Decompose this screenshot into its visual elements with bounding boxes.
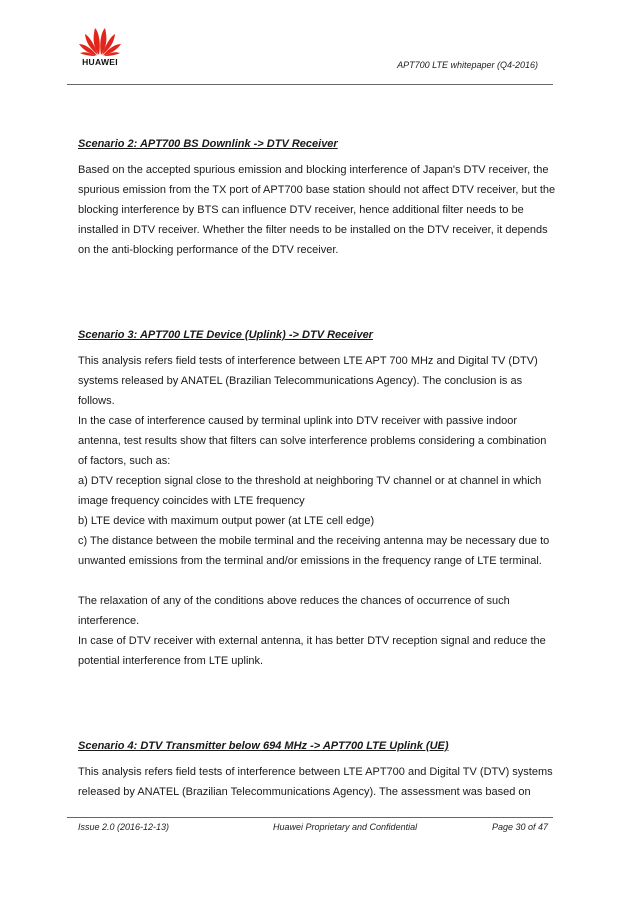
list-item: c) The distance between the mobile terminal and the receiving antenna may be necessary due to unwanted emissions from the terminal and/or emissions in the frequency range of LTE terminal. <box>78 535 550 567</box>
section-spacer <box>78 671 558 737</box>
footer-divider <box>67 817 553 818</box>
document-title: APT700 LTE whitepaper (Q4-2016) <box>397 60 538 70</box>
section-spacer <box>78 260 558 326</box>
list-item: a) DTV reception signal close to the threshold at neighboring TV channel or at channel in which image frequency coincides with LTE frequency <box>78 475 542 507</box>
section-scenario-3 <box>78 326 558 671</box>
issue-label: Issue 2.0 (2016-12-13) <box>78 822 170 832</box>
paragraph: In case of DTV receiver with external antenna, it has better DTV reception signal and reduce the potential interference from LTE uplink. <box>78 635 546 667</box>
paragraph: This analysis refers field tests of interference between LTE APT700 and Digital TV (DTV) systems released by ANATEL (Brazilian Telecommunications Agency). The assessment was based on <box>78 766 553 798</box>
section-scenario-2 <box>78 135 558 260</box>
paragraph: Based on the accepted spurious emission and blocking interference of Japan's DTV receiver, the spurious emission from the TX port of APT700 base station should not affect DTV receiver, but the blocking interference by BTS can influence DTV receiver, hence additional filter needs to be installed in DTV receiver. Whether the filter needs to be installed on the DTV receiver, it depends on the anti-blocking performance of the DTV receiver. <box>78 164 556 256</box>
list-item: b) LTE device with maximum output power (at LTE cell edge) <box>78 515 375 527</box>
section-heading: Scenario 2: APT700 BS Downlink -> DTV Receiver <box>78 138 338 150</box>
huawei-logo-icon <box>78 26 122 56</box>
brand-name: HUAWEI <box>82 57 118 67</box>
section-heading: Scenario 4: DTV Transmitter below 694 MHz -> APT700 LTE Uplink (UE) <box>78 740 449 752</box>
page-body <box>78 135 558 802</box>
confidentiality-label: Huawei Proprietary and Confidential <box>273 822 418 832</box>
paragraph-spacer <box>78 571 558 591</box>
header-divider <box>67 84 553 85</box>
paragraph: This analysis refers field tests of interference between LTE APT 700 MHz and Digital TV (DTV) systems released by ANATEL (Brazilian Telecommunications Agency). The conclusion is as follows. <box>78 355 538 407</box>
paragraph: The relaxation of any of the conditions above reduces the chances of occurrence of such interference. <box>78 595 510 627</box>
page-number: Page 30 of 47 <box>491 822 548 832</box>
paragraph: In the case of interference caused by terminal uplink into DTV receiver with passive indoor antenna, test results show that filters can solve interference problems considering a combination of factors, such as: <box>78 415 547 467</box>
section-scenario-4 <box>78 737 558 802</box>
section-heading: Scenario 3: APT700 LTE Device (Uplink) -> DTV Receiver <box>78 329 373 341</box>
